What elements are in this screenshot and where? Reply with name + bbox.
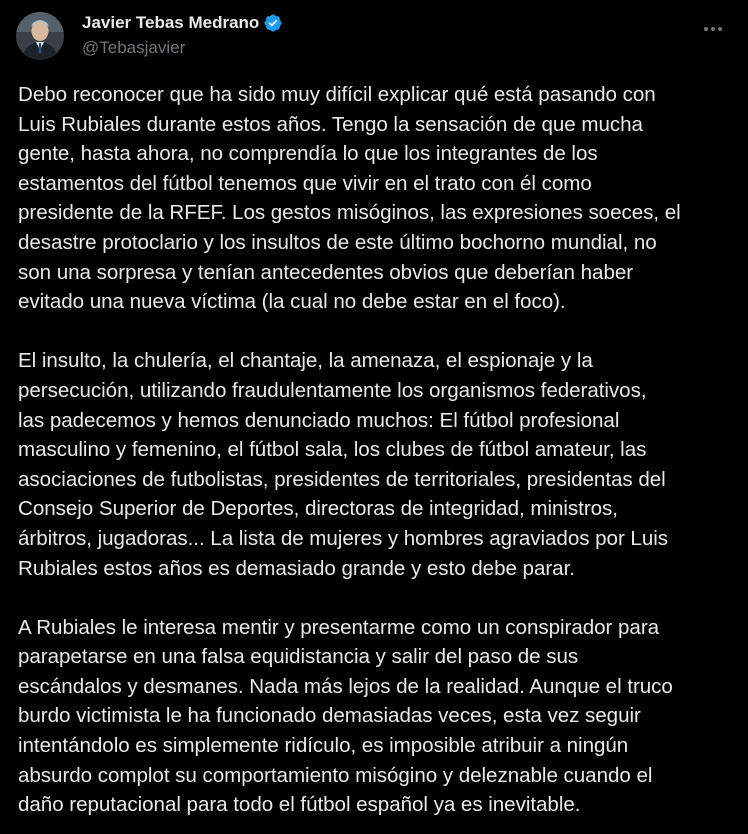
- text-line: evitado una nueva víctima (la cual no debe estar en el foco).: [18, 290, 566, 314]
- text-line: gente, hasta ahora, no comprendía lo que los integrantes de los: [18, 142, 598, 166]
- more-dots-icon: [711, 27, 715, 31]
- tweet-paragraph: [18, 80, 734, 317]
- text-line: Debo reconocer que ha sido muy difícil explicar qué está pasando con: [18, 83, 656, 106]
- more-options-button[interactable]: [696, 12, 730, 46]
- avatar-portrait-icon: [16, 12, 64, 60]
- avatar[interactable]: [16, 12, 64, 60]
- text-line: Luis Rubiales durante estos años. Tengo la sensación de que mucha: [18, 112, 643, 136]
- text-line: absurdo complot su comportamiento misógino y deleznable cuando el: [18, 763, 653, 787]
- text-line: Rubiales estos años es demasiado grande y esto debe parar.: [18, 556, 575, 580]
- text-line: parapetarse en una falsa equidistancia y salir del paso de sus: [18, 645, 579, 669]
- author-info: [82, 10, 283, 58]
- text-line: masculino y femenino, el fútbol sala, los clubes de fútbol amateur, las: [18, 438, 647, 462]
- text-line: A Rubiales le interesa mentir y presentarme como un conspirador para: [18, 615, 660, 639]
- text-line: escándalos y desmanes. Nada más lejos de la realidad. Aunque el truco: [18, 674, 673, 698]
- more-dots-icon: [704, 27, 708, 31]
- more-dots-icon: [718, 27, 722, 31]
- text-line: árbitros, jugadoras... La lista de mujeres y hombres agraviados por Luis: [18, 526, 669, 550]
- tweet-header: [16, 8, 732, 64]
- text-line: persecución, utilizando fraudulentamente los organismos federativos,: [18, 378, 647, 402]
- tweet-paragraph: [18, 346, 734, 583]
- text-line: intentándolo es simplemente ridículo, es imposible atribuir a ningún: [18, 734, 629, 758]
- text-line: desastre protoclario y los insultos de este último bochorno mundial, no: [18, 230, 657, 254]
- text-line: daño reputacional para todo el fútbol español ya es inevitable.: [18, 793, 581, 817]
- tweet-text: [18, 80, 734, 834]
- text-line: Consejo Superior de Deportes, directoras de integridad, ministros,: [18, 497, 618, 521]
- text-line: las padecemos y hemos denunciado muchos: El fútbol profesional: [18, 408, 620, 432]
- text-line: El insulto, la chulería, el chantaje, la amenaza, el espionaje y la: [18, 349, 593, 373]
- verified-badge-icon[interactable]: [263, 13, 283, 33]
- author-display-name[interactable]: Javier Tebas Medrano: [82, 13, 260, 32]
- text-line: son una sorpresa y tenían antecedentes obvios que deberían haber: [18, 260, 634, 284]
- text-line: asociaciones de futbolistas, presidentes de territoriales, presidentas del: [18, 467, 666, 491]
- text-line: presidente de la RFEF. Los gestos misóginos, las expresiones soeces, el: [18, 201, 681, 225]
- text-line: burdo victimista le ha funcionado demasiadas veces, esta vez seguir: [18, 704, 641, 728]
- author-name-row: [82, 10, 283, 36]
- text-line: estamentos del fútbol tenemos que vivir en el trato con él como: [18, 171, 592, 195]
- tweet-paragraph: [18, 613, 734, 820]
- author-handle[interactable]: @Tebasjavier: [82, 38, 186, 57]
